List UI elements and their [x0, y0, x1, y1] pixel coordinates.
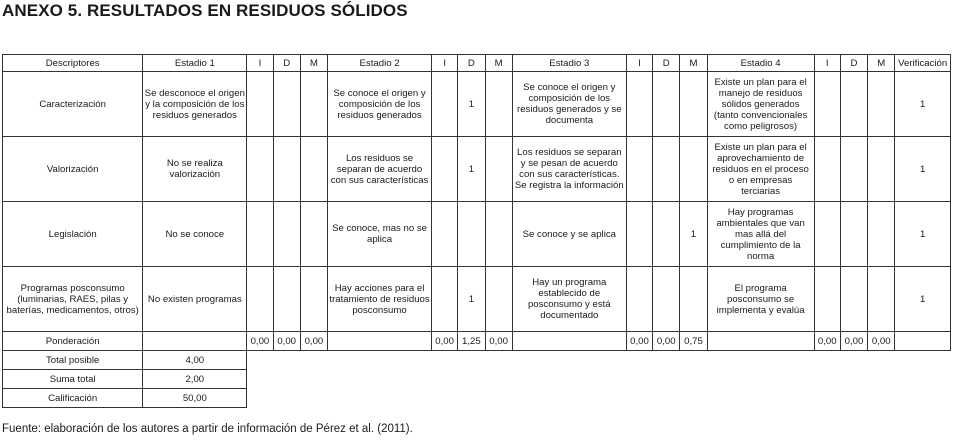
- estadio-1-cell: No se conoce: [143, 202, 247, 267]
- estadio-4-cell: Hay programas ambientales que van mas allá del cumplimiento de la norma: [707, 202, 814, 267]
- summary-value: 4,00: [143, 351, 247, 370]
- score-cell: [868, 72, 895, 137]
- verification-cell: 1: [895, 202, 951, 267]
- header-cell: M: [300, 55, 327, 72]
- empty-cell: [895, 332, 951, 351]
- weight-cell: 0,00: [840, 332, 867, 351]
- header-cell: Estadio 2: [328, 55, 432, 72]
- score-cell: [680, 137, 707, 202]
- header-cell: I: [626, 55, 652, 72]
- estadio-2-cell: Se conoce, mas no se aplica: [328, 202, 432, 267]
- verification-cell: 1: [895, 72, 951, 137]
- header-cell: Estadio 1: [143, 55, 247, 72]
- score-cell: [653, 137, 680, 202]
- estadio-1-cell: No se realiza valorización: [143, 137, 247, 202]
- score-cell: [653, 267, 680, 332]
- score-cell: [485, 202, 512, 267]
- header-cell: M: [868, 55, 895, 72]
- empty-cell: [707, 332, 814, 351]
- header-row: [3, 55, 951, 72]
- estadio-2-cell: Los residuos se separan de acuerdo con sus características: [328, 137, 432, 202]
- score-cell: [432, 72, 458, 137]
- score-cell: [840, 72, 867, 137]
- score-cell: [680, 72, 707, 137]
- summary-label: Total posible: [3, 351, 143, 370]
- score-cell: [840, 137, 867, 202]
- score-cell: [680, 267, 707, 332]
- score-cell: [814, 202, 840, 267]
- table-row: [3, 202, 951, 267]
- estadio-3-cell: Se conoce el origen y composición de los residuos generados y se documenta: [512, 72, 626, 137]
- header-cell: D: [653, 55, 680, 72]
- score-cell: [247, 72, 273, 137]
- score-cell: [300, 72, 327, 137]
- score-cell: [840, 267, 867, 332]
- total-posible-row: [3, 351, 951, 370]
- score-cell: [485, 137, 512, 202]
- score-cell: [247, 267, 273, 332]
- estadio-3-cell: Hay un programa establecido de posconsumo y está documentado: [512, 267, 626, 332]
- weight-cell: 0,00: [247, 332, 273, 351]
- weight-cell: 0,00: [300, 332, 327, 351]
- estadio-2-cell: Hay acciones para el tratamiento de residuos posconsumo: [328, 267, 432, 332]
- table-row: [3, 137, 951, 202]
- score-cell: [300, 202, 327, 267]
- verification-cell: 1: [895, 267, 951, 332]
- header-cell: I: [432, 55, 458, 72]
- score-cell: [626, 137, 652, 202]
- weight-cell: 0,00: [868, 332, 895, 351]
- header-cell: I: [814, 55, 840, 72]
- score-cell: [273, 202, 300, 267]
- score-cell: [653, 202, 680, 267]
- summary-label: Suma total: [3, 370, 143, 389]
- header-cell: M: [485, 55, 512, 72]
- ponderacion-row: [3, 332, 951, 351]
- suma-total-row: [3, 370, 951, 389]
- descriptor-cell: Legislación: [3, 202, 143, 267]
- header-cell: M: [680, 55, 707, 72]
- descriptor-cell: Caracterización: [3, 72, 143, 137]
- empty-cell: [512, 332, 626, 351]
- score-cell: [653, 72, 680, 137]
- estadio-3-cell: Se conoce y se aplica: [512, 202, 626, 267]
- estadio-2-cell: Se conoce el origen y composición de los residuos generados: [328, 72, 432, 137]
- score-cell: [814, 72, 840, 137]
- score-cell: [273, 137, 300, 202]
- verification-cell: 1: [895, 137, 951, 202]
- score-cell: [432, 137, 458, 202]
- estadio-4-cell: El programa posconsumo se implementa y evalúa: [707, 267, 814, 332]
- header-cell: I: [247, 55, 273, 72]
- header-cell: Verificación: [895, 55, 951, 72]
- weight-cell: 0,00: [485, 332, 512, 351]
- descriptor-cell: Valorización: [3, 137, 143, 202]
- calificacion-row: [3, 389, 951, 408]
- header-cell: D: [840, 55, 867, 72]
- header-cell: D: [458, 55, 485, 72]
- score-cell: [814, 267, 840, 332]
- header-cell: Descriptores: [3, 55, 143, 72]
- score-cell: [458, 202, 485, 267]
- score-cell: 1: [458, 267, 485, 332]
- score-cell: [273, 267, 300, 332]
- score-cell: 1: [458, 72, 485, 137]
- ponderacion-label: Ponderación: [3, 332, 143, 351]
- weight-cell: 0,75: [680, 332, 707, 351]
- score-cell: 1: [458, 137, 485, 202]
- score-cell: [273, 72, 300, 137]
- summary-value: 2,00: [143, 370, 247, 389]
- score-cell: [432, 267, 458, 332]
- score-cell: [626, 72, 652, 137]
- estadio-1-cell: Se desconoce el origen y la composición de los residuos generados: [143, 72, 247, 137]
- weight-cell: 0,00: [653, 332, 680, 351]
- header-cell: Estadio 3: [512, 55, 626, 72]
- table-row: [3, 72, 951, 137]
- score-cell: [300, 267, 327, 332]
- weight-cell: 0,00: [273, 332, 300, 351]
- score-cell: [868, 202, 895, 267]
- source-note: Fuente: elaboración de los autores a partir de información de Pérez et al. (2011).: [2, 423, 413, 435]
- score-cell: [300, 137, 327, 202]
- score-cell: [432, 202, 458, 267]
- page-title: ANEXO 5. RESULTADOS EN RESIDUOS SÓLIDOS: [2, 1, 408, 20]
- empty-cell: [328, 332, 432, 351]
- score-cell: 1: [680, 202, 707, 267]
- table-row: [3, 267, 951, 332]
- score-cell: [247, 202, 273, 267]
- weight-cell: 0,00: [432, 332, 458, 351]
- score-cell: [247, 137, 273, 202]
- header-cell: D: [273, 55, 300, 72]
- weight-cell: 1,25: [458, 332, 485, 351]
- results-table: [2, 54, 951, 408]
- score-cell: [868, 137, 895, 202]
- empty-cell: [143, 332, 247, 351]
- summary-label: Calificación: [3, 389, 143, 408]
- weight-cell: 0,00: [626, 332, 652, 351]
- weight-cell: 0,00: [814, 332, 840, 351]
- score-cell: [814, 137, 840, 202]
- score-cell: [840, 202, 867, 267]
- score-cell: [626, 202, 652, 267]
- summary-value: 50,00: [143, 389, 247, 408]
- estadio-4-cell: Existe un plan para el manejo de residuos sólidos generados (tanto convencionales como peligrosos): [707, 72, 814, 137]
- estadio-1-cell: No existen programas: [143, 267, 247, 332]
- header-cell: Estadio 4: [707, 55, 814, 72]
- score-cell: [485, 72, 512, 137]
- estadio-4-cell: Existe un plan para el aprovechamiento de residuos en el proceso o en empresas terciarias: [707, 137, 814, 202]
- score-cell: [626, 267, 652, 332]
- descriptor-cell: Programas posconsumo (luminarias, RAES, pilas y baterías, medicamentos, otros): [3, 267, 143, 332]
- estadio-3-cell: Los residuos se separan y se pesan de acuerdo con sus características. Se registra la información: [512, 137, 626, 202]
- score-cell: [485, 267, 512, 332]
- score-cell: [868, 267, 895, 332]
